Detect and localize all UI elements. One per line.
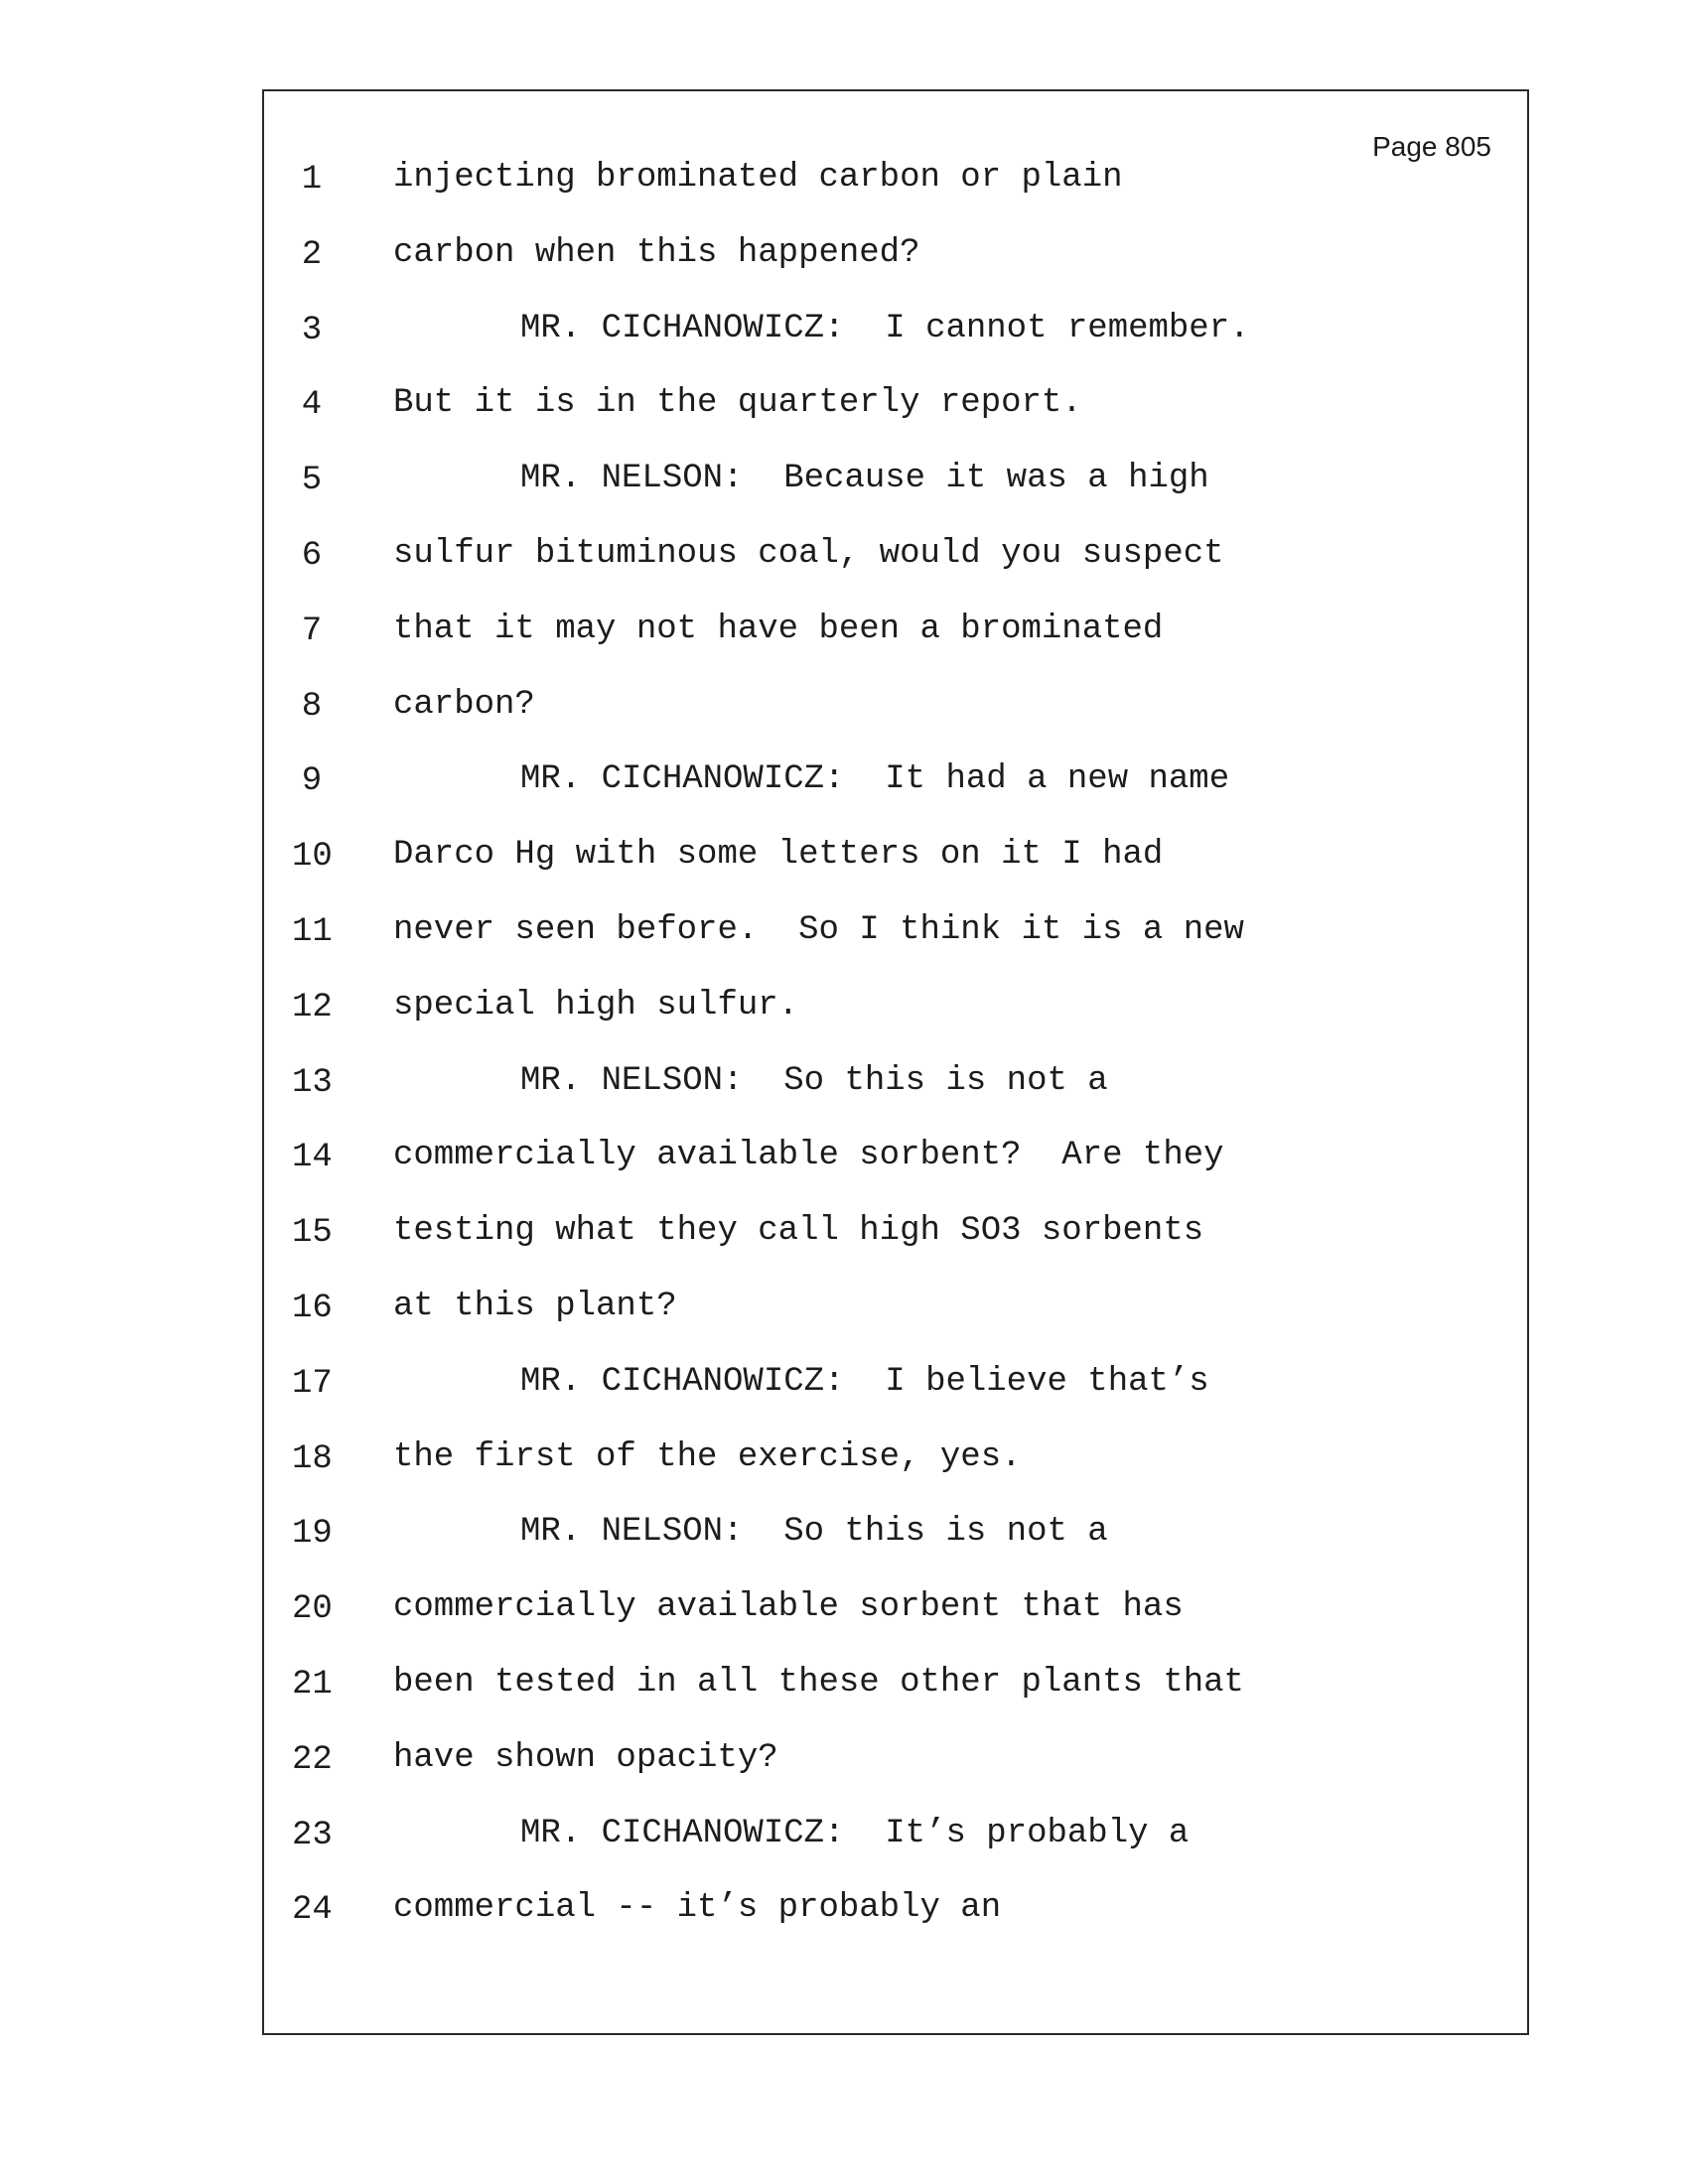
transcript-line [264, 1131, 1527, 1206]
line-number: 10 [292, 838, 333, 877]
line-text: commercially available sorbent that has [393, 1588, 1184, 1627]
transcript-line [264, 1282, 1527, 1357]
line-number: 8 [301, 687, 323, 726]
line-text: have shown opacity? [393, 1738, 778, 1777]
line-text: testing what they call high SO3 sorbents [393, 1212, 1204, 1251]
transcript-line [264, 454, 1527, 529]
transcript-line [264, 680, 1527, 755]
transcript-line [264, 605, 1527, 680]
speaker-line-text: MR. CICHANOWICZ: I believe that’s [520, 1362, 1209, 1401]
page-number: Page 805 [1372, 131, 1491, 162]
line-number: 19 [292, 1515, 333, 1554]
speaker-line-text: MR. NELSON: Because it was a high [520, 460, 1209, 498]
transcript-line [264, 1056, 1527, 1132]
line-text: commercially available sorbent? Are they [393, 1137, 1224, 1175]
line-text: special high sulfur. [393, 986, 799, 1024]
line-number: 22 [292, 1740, 333, 1779]
line-text: that it may not have been a brominated [393, 610, 1164, 648]
line-number: 7 [301, 612, 323, 650]
line-number: 13 [292, 1063, 333, 1102]
transcript-line [264, 981, 1527, 1056]
line-number: 14 [292, 1139, 333, 1177]
transcript-line [264, 1658, 1527, 1733]
transcript-line [264, 153, 1527, 228]
line-number: 23 [292, 1816, 333, 1854]
transcript-line [264, 529, 1527, 605]
line-number: 15 [292, 1214, 333, 1253]
line-number: 17 [292, 1364, 333, 1403]
transcript-line [264, 1433, 1527, 1508]
line-text: been tested in all these other plants that [393, 1663, 1244, 1702]
line-text: But it is in the quarterly report. [393, 384, 1082, 423]
transcript-line [264, 378, 1527, 454]
transcript-line [264, 304, 1527, 379]
transcript-line [264, 1733, 1527, 1809]
line-text: carbon? [393, 685, 535, 724]
line-number: 21 [292, 1665, 333, 1704]
transcript-line [264, 1507, 1527, 1582]
line-number: 11 [292, 912, 333, 951]
transcript-line [264, 1206, 1527, 1282]
transcript-line [264, 1582, 1527, 1658]
speaker-line-text: MR. CICHANOWICZ: I cannot remember. [520, 309, 1250, 347]
line-number: 5 [301, 462, 323, 500]
line-text: injecting brominated carbon or plain [393, 159, 1123, 197]
line-number: 12 [292, 988, 333, 1026]
line-number: 3 [301, 311, 323, 349]
line-number: 24 [292, 1891, 333, 1930]
line-text: never seen before. So I think it is a new [393, 910, 1244, 949]
speaker-line-text: MR. NELSON: So this is not a [520, 1513, 1108, 1552]
transcript-lines [264, 153, 1527, 1959]
line-text: the first of the exercise, yes. [393, 1437, 1022, 1476]
line-number: 18 [292, 1439, 333, 1478]
line-number: 1 [301, 161, 323, 199]
transcript-line [264, 1809, 1527, 1884]
speaker-line-text: MR. NELSON: So this is not a [520, 1061, 1108, 1100]
line-number: 16 [292, 1289, 333, 1327]
transcript-line [264, 830, 1527, 905]
transcript-line [264, 905, 1527, 981]
line-text: Darco Hg with some letters on it I had [393, 836, 1164, 875]
transcript-line [264, 228, 1527, 304]
speaker-line-text: MR. CICHANOWICZ: It had a new name [520, 760, 1230, 799]
transcript-line [264, 1883, 1527, 1959]
line-text: commercial -- it’s probably an [393, 1889, 1002, 1928]
line-number: 6 [301, 536, 323, 575]
line-number: 4 [301, 386, 323, 425]
transcript-line [264, 754, 1527, 830]
line-text: sulfur bituminous coal, would you suspect [393, 534, 1224, 573]
line-text: at this plant? [393, 1287, 677, 1325]
transcript-line [264, 1357, 1527, 1433]
line-number: 2 [301, 235, 323, 274]
speaker-line-text: MR. CICHANOWICZ: It’s probably a [520, 1814, 1190, 1852]
line-number: 20 [292, 1590, 333, 1629]
transcript-page-frame [262, 89, 1529, 2035]
line-text: carbon when this happened? [393, 233, 920, 272]
line-number: 9 [301, 762, 323, 801]
